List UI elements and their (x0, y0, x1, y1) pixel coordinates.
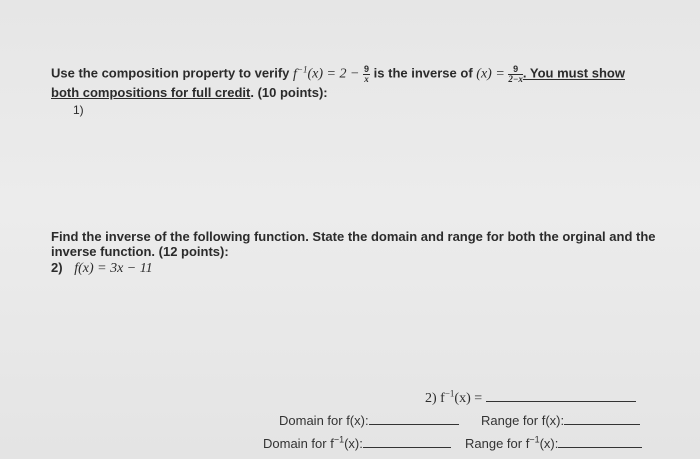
domain-finv-row (263, 435, 451, 451)
inverse-label: 2) $f^{-1}(x)$ = (425, 388, 483, 406)
q1-finv-symbol: $f^{-1}$ (293, 64, 308, 82)
range-f-row (481, 412, 640, 428)
q2-function: f(x) = 3x − 11 (74, 261, 153, 276)
range-finv-label: Range for $f^{-1}(x)$: (465, 435, 559, 452)
q1-prompt-line2 (51, 85, 328, 100)
q2-prompt-line1: Find the inverse of the following function. State the domain and range for both the orginal and the (51, 229, 656, 244)
inverse-answer-blank[interactable] (486, 389, 636, 402)
q1-prompt-line1 (51, 64, 625, 84)
q1-number: 1) (73, 103, 84, 117)
q1-fraction-9-over-x: $\frac{9}{x}$ (364, 63, 370, 84)
q2-function-line (51, 260, 153, 277)
range-finv-blank[interactable] (558, 435, 642, 448)
domain-f-label: Domain for f(x): (279, 413, 369, 428)
domain-f-row (279, 412, 459, 428)
domain-finv-blank[interactable] (363, 435, 451, 448)
q1-underlined-requirement: both compositions for full credit (51, 85, 251, 100)
range-finv-row (465, 435, 642, 451)
domain-f-blank[interactable] (369, 412, 459, 425)
q2-prompt-line2: inverse function. (12 points): (51, 244, 229, 259)
q1-points: . (10 points): (250, 85, 328, 100)
q1-f-expr: (x) = (476, 66, 505, 82)
q1-text-a: Use the composition property to verify (51, 65, 290, 81)
q2-number: 2) (51, 260, 63, 275)
q1-text-b: is the inverse of (373, 65, 473, 81)
q1-text-c: . You must show (522, 65, 625, 81)
inverse-answer-row (425, 388, 636, 407)
q1-fraction-9-over-2-minus-x: $\frac{9}{2-x}$ (508, 63, 523, 84)
range-f-blank[interactable] (564, 412, 640, 425)
domain-finv-label: Domain for $f^{-1}(x)$: (263, 435, 363, 452)
range-f-label: Range for f(x): (481, 413, 565, 428)
q1-finv-expr: (x) = 2 − (307, 66, 360, 82)
